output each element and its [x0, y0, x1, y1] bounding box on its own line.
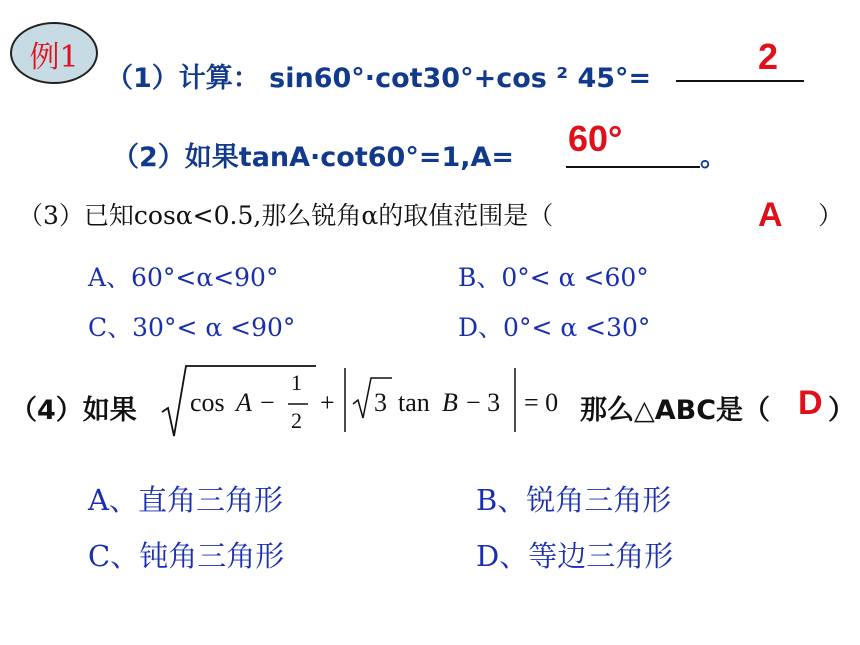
question-3-answer: A — [758, 196, 783, 234]
question-4-prefix: （4）如果 — [10, 395, 137, 426]
question-2-end: 。 — [700, 142, 727, 173]
question-3-option-b: B、0°< α <60° — [458, 263, 649, 292]
question-2-answer: 60° — [568, 118, 623, 159]
question-4-suffix: 那么△ABC是（ — [580, 395, 771, 426]
question-3-option-a: A、60°<α<90° — [88, 263, 279, 292]
question-4-option-a: A、直角三角形 — [88, 483, 283, 517]
question-3-close-paren: ） — [818, 201, 844, 230]
formula-equals-zero: = 0 — [524, 388, 559, 417]
question-1-text: （1）计算： sin60°·cot30°+cos ² 45°= — [106, 63, 652, 94]
formula-sqrt-three: 3 — [374, 388, 387, 417]
question-4-answer: D — [798, 384, 823, 422]
formula-minus-3: − 3 — [466, 388, 501, 417]
question-4-option-d: D、等边三角形 — [476, 539, 674, 573]
question-4-formula — [160, 360, 578, 444]
formula-plus: + — [320, 388, 335, 417]
question-2-text: （2）如果tanA·cot60°=1,A= — [112, 142, 515, 173]
question-3-option-d: D、0°< α <30° — [458, 313, 651, 342]
example-badge-label: 例1 — [29, 40, 79, 75]
question-1-answer-line — [676, 80, 804, 82]
question-1-answer: 2 — [758, 36, 779, 77]
question-4-close-paren: ） — [828, 395, 855, 426]
formula-minus-1: − — [260, 388, 275, 417]
question-4-option-b: B、锐角三角形 — [476, 483, 672, 517]
formula-numerator: 1 — [291, 370, 302, 395]
formula-tan: tan — [398, 388, 430, 417]
formula-b: B — [442, 388, 458, 417]
formula-a: A — [236, 388, 252, 417]
example-badge — [10, 22, 98, 84]
formula-denominator: 2 — [291, 408, 302, 433]
formula-cos: cos — [190, 388, 225, 417]
question-3-option-c: C、30°< α <90° — [88, 313, 296, 342]
question-3-text: （3）已知cosα<0.5,那么锐角α的取值范围是（ — [18, 201, 554, 230]
question-2-answer-line — [566, 166, 700, 168]
question-4-option-c: C、钝角三角形 — [88, 539, 285, 573]
